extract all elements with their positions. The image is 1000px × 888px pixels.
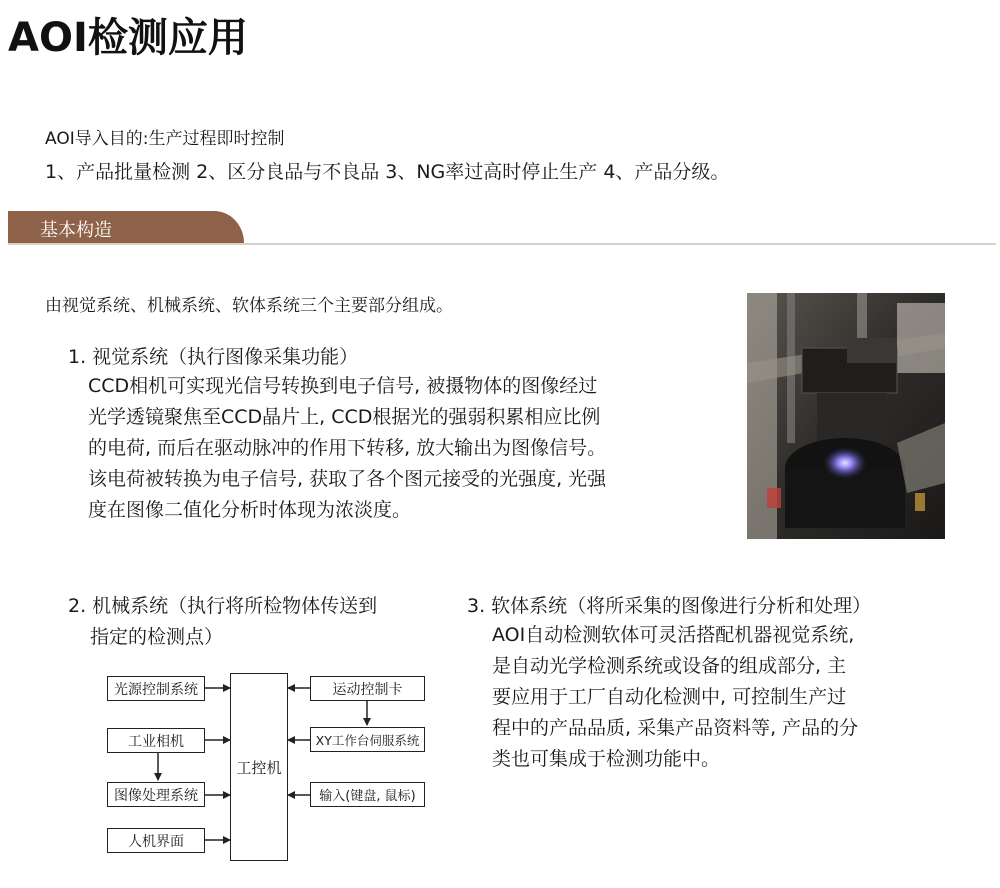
vision-line: 光学透镜聚焦至CCD晶片上, CCD根据光的强弱积累相应比例 [88, 406, 601, 428]
software-body [492, 620, 858, 775]
software-line: 程中的产品品质, 采集产品资料等, 产品的分 [492, 717, 859, 739]
aoi-camera-photo [747, 293, 945, 539]
vision-line: 该电荷被转换为电子信号, 获取了各个图元接受的光强度, 光强 [88, 468, 607, 490]
diagram-box-input: 输入(键盘, 鼠标) [310, 782, 425, 807]
vision-heading: 1. 视觉系统（执行图像采集功能） [68, 346, 359, 368]
vision-line: 度在图像二值化分析时体现为浓淡度。 [88, 499, 412, 521]
diagram-box-xy-servo: XY工作台伺服系统 [310, 727, 425, 752]
purpose-text: AOI导入目的:生产过程即时控制 [45, 129, 285, 149]
diagram-box-hmi: 人机界面 [107, 828, 205, 853]
section-header-label: 基本构造 [40, 220, 112, 241]
software-line: 要应用于工厂自动化检测中, 可控制生产过 [492, 686, 847, 708]
intro-text: 由视觉系统、机械系统、软体系统三个主要部分组成。 [45, 296, 453, 316]
mechanical-heading-line1: 2. 机械系统（执行将所检物体传送到 [68, 595, 378, 617]
vision-line: 的电荷, 而后在驱动脉冲的作用下转移, 放大输出为图像信号。 [88, 437, 607, 459]
diagram-box-camera: 工业相机 [107, 728, 205, 753]
diagram-center-box: 工控机 [230, 673, 288, 861]
diagram-box-motion-card: 运动控制卡 [310, 676, 425, 701]
vision-body [88, 371, 606, 526]
software-heading: 3. 软体系统（将所采集的图像进行分析和处理） [467, 595, 872, 617]
page-title: AOI检测应用 [8, 15, 248, 61]
vision-line: CCD相机可实现光信号转换到电子信号, 被摄物体的图像经过 [88, 375, 598, 397]
diagram-box-light-control: 光源控制系统 [107, 676, 205, 701]
software-line: AOI自动检测软体可灵活搭配机器视觉系统, [492, 624, 855, 646]
section-divider [8, 243, 996, 245]
mechanical-heading [68, 591, 377, 653]
software-line: 是自动光学检测系统或设备的组成部分, 主 [492, 655, 847, 677]
mechanical-heading-line2: 指定的检测点） [90, 626, 224, 648]
goals-text: 1、产品批量检测 2、区分良品与不良品 3、NG率过高时停止生产 4、产品分级。 [45, 161, 730, 183]
diagram-box-image-processing: 图像处理系统 [107, 782, 205, 807]
software-line: 类也可集成于检测功能中。 [492, 748, 721, 770]
